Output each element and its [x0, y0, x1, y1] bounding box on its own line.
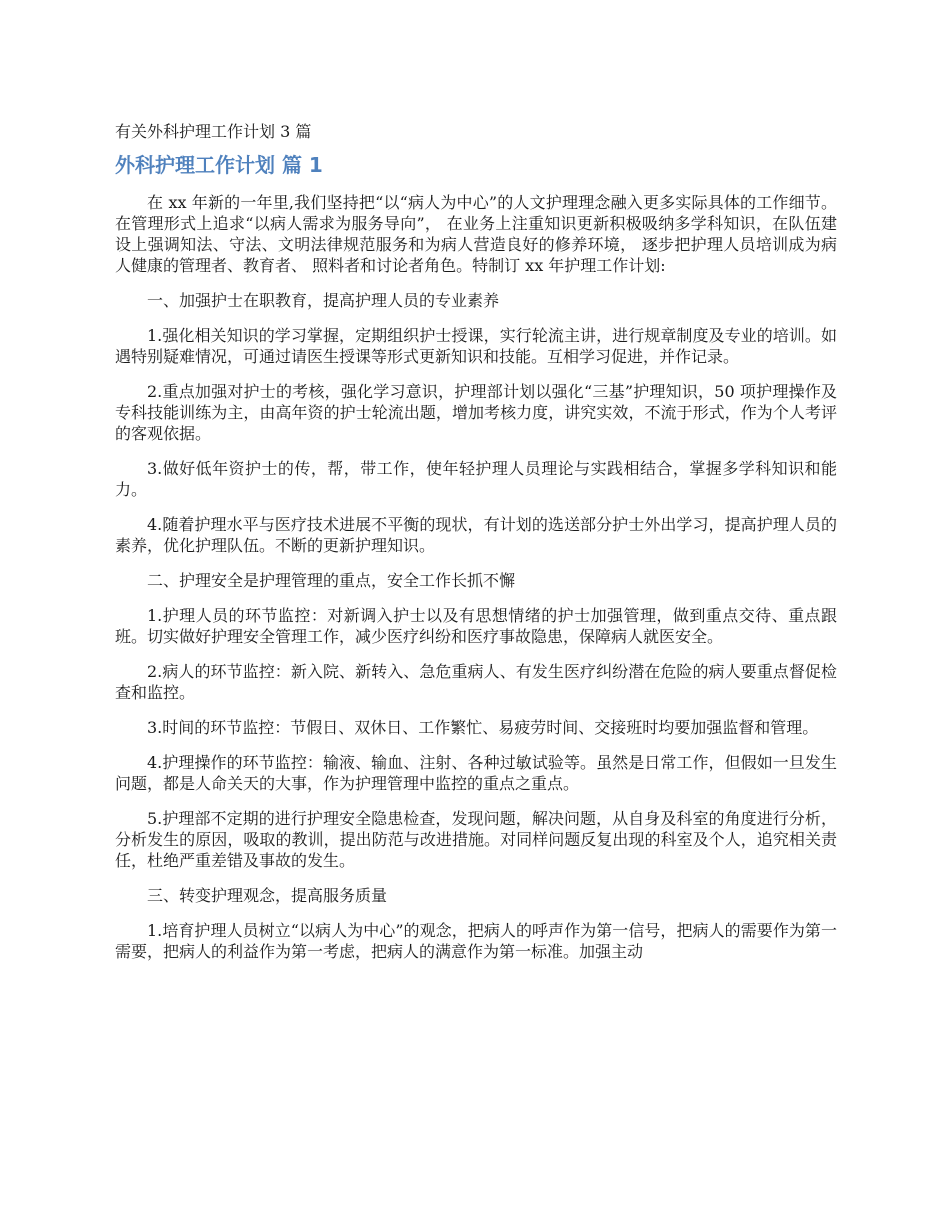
paragraph-intro: 在 xx 年新的一年里,我们坚持把“以“病人为中心”的人文护理理念融入更多实际具体的工作细节。在管理形式上追求“以病人需求为服务导向”， 在业务上注重知识更新积极吸纳多学科知识，在队伍建设上强调知法、守法、文明法律规范服务和为病人营造良好的修养环境， 逐步把护理人员培训成为病人健康的管理者、教育者、 照料者和讨论者角色。特制订 xx 年护理工作计划:	[115, 193, 837, 275]
paragraph-section-1-heading: 一、加强护士在职教育，提高护理人员的专业素养	[147, 291, 500, 310]
paragraph-item: 3.做好低年资护士的传，帮，带工作，使年轻护理人员理论与实践相结合，掌握多学科知识和能力。	[115, 459, 837, 499]
paragraph-item: 2.病人的环节监控：新入院、新转入、急危重病人、有发生医疗纠纷潜在危险的病人要重点督促检查和监控。	[115, 662, 837, 702]
paragraph-item: 1.护理人员的环节监控：对新调入护士以及有思想情绪的护士加强管理，做到重点交待、重点跟班。切实做好护理安全管理工作，减少医疗纠纷和医疗事故隐患，保障病人就医安全。	[115, 606, 837, 646]
paragraph-item: 5.护理部不定期的进行护理安全隐患检查，发现问题，解决问题，从自身及科室的角度进行分析，分析发生的原因，吸取的教训，提出防范与改进措施。对同样问题反复出现的科室及个人，追究相关责任，杜绝严重差错及事故的发生。	[115, 809, 837, 870]
paragraph-section-2-heading: 二、护理安全是护理管理的重点，安全工作长抓不懈	[147, 571, 516, 590]
paragraph-item: 2.重点加强对护士的考核，强化学习意识，护理部计划以强化“三基”护理知识，50 项护理操作及专科技能训练为主，由高年资的护士轮流出题，增加考核力度，讲究实效，不流于形式，作为个人考评的客观依据。	[115, 382, 837, 443]
paragraph-item: 3.时间的环节监控：节假日、双休日、工作繁忙、易疲劳时间、交接班时均要加强监督和管理。	[147, 718, 819, 737]
document-content	[115, 120, 837, 976]
paragraph-item: 4.随着护理水平与医疗技术进展不平衡的现状，有计划的选送部分护士外出学习，提高护理人员的素养，优化护理队伍。不断的更新护理知识。	[115, 515, 837, 555]
section-heading: 外科护理工作计划 篇 1	[115, 153, 323, 177]
document-title: 有关外科护理工作计划 3 篇	[115, 122, 312, 141]
paragraph-item: 4.护理操作的环节监控：输液、输血、注射、各种过敏试验等。虽然是日常工作，但假如一旦发生问题，都是人命关天的大事，作为护理管理中监控的重点之重点。	[115, 753, 837, 793]
paragraph-section-3-heading: 三、转变护理观念，提高服务质量	[147, 886, 388, 905]
paragraph-item: 1.强化相关知识的学习掌握，定期组织护士授课，实行轮流主讲，进行规章制度及专业的培训。如遇特别疑难情况，可通过请医生授课等形式更新知识和技能。互相学习促进，并作记录。	[115, 326, 837, 366]
paragraph-item: 1.培育护理人员树立“以病人为中心”的观念，把病人的呼声作为第一信号，把病人的需要作为第一需要，把病人的利益作为第一考虑，把病人的满意作为第一标准。加强主动	[115, 921, 837, 961]
